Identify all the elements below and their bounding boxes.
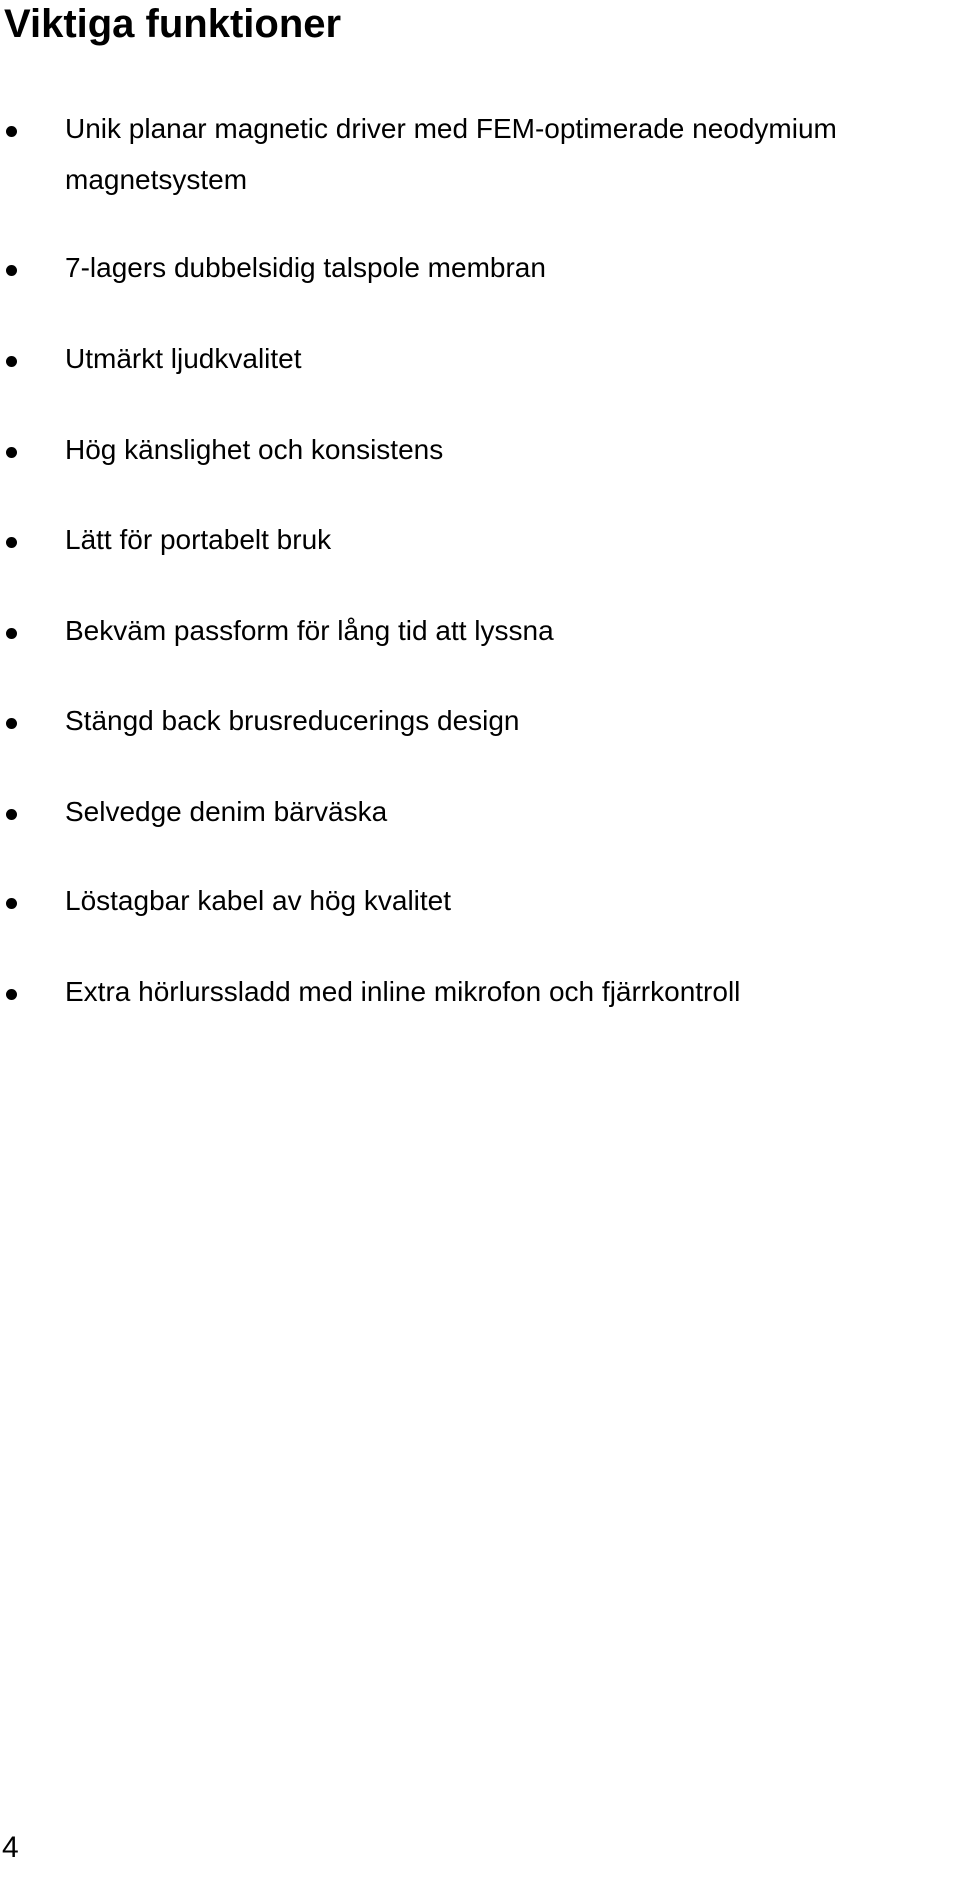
page-number: 4	[2, 1831, 19, 1864]
feature-text: Lätt för portabelt bruk	[65, 524, 332, 555]
feature-text: Utmärkt ljudkvalitet	[65, 343, 302, 374]
feature-text: Extra hörlurssladd med inline mikrofon och fjärrkontroll	[65, 976, 741, 1007]
bullet-icon	[6, 356, 17, 367]
bullet-icon	[6, 718, 17, 729]
feature-text: Löstagbar kabel av hög kvalitet	[65, 885, 452, 916]
feature-text: Hög känslighet och konsistens	[65, 434, 444, 465]
feature-text: Stängd back brusreducerings design	[65, 705, 520, 736]
feature-text: Bekväm passform för lång tid att lyssna	[65, 615, 554, 646]
bullet-icon	[6, 447, 17, 458]
bullet-icon	[6, 809, 17, 820]
feature-text: Unik planar magnetic driver med FEM-optimerade neodymium magnetsystem	[65, 113, 837, 195]
bullet-icon	[6, 126, 17, 137]
bullet-icon	[6, 628, 17, 639]
bullet-icon	[6, 898, 17, 909]
feature-text: 7-lagers dubbelsidig talspole membran	[65, 252, 546, 283]
feature-text: Selvedge denim bärväska	[65, 796, 388, 827]
page-title: Viktiga funktioner	[4, 2, 342, 46]
bullet-icon	[6, 265, 17, 276]
bullet-icon	[6, 537, 17, 548]
bullet-icon	[6, 989, 17, 1000]
